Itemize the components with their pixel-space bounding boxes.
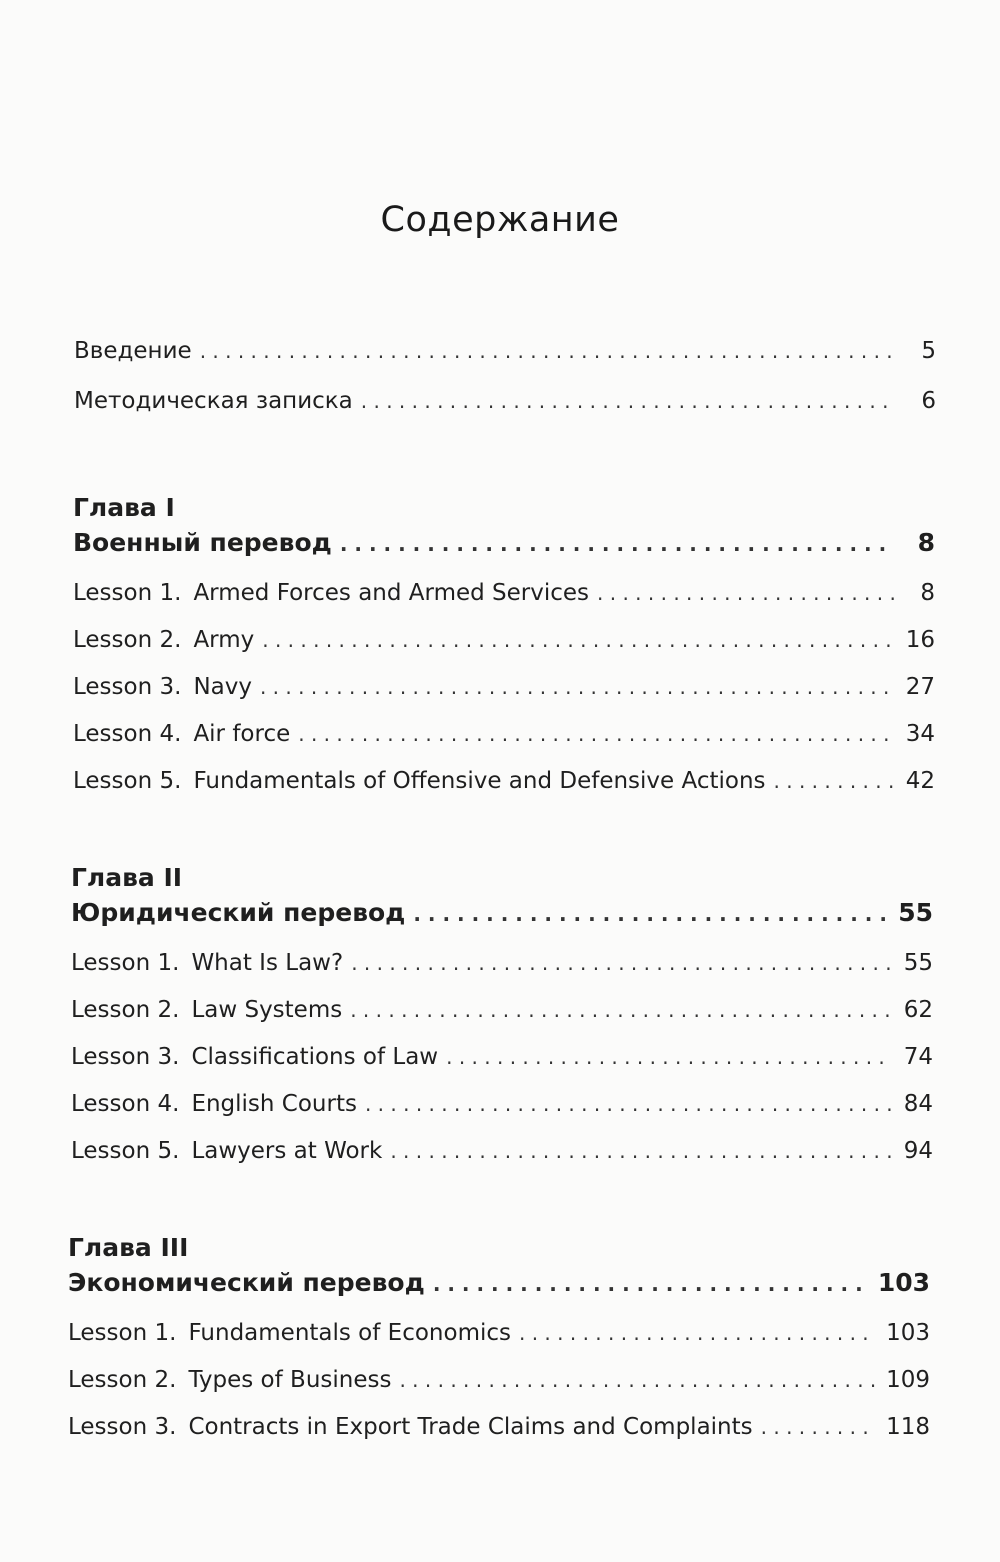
- dot-leader: [399, 1368, 876, 1392]
- lesson-entry[interactable]: [71, 1044, 933, 1091]
- lesson-number: Lesson 3.: [73, 674, 182, 700]
- chapter-label: Глава III: [68, 1233, 189, 1262]
- toc-page-number: 109: [886, 1367, 930, 1393]
- lesson-number: Lesson 3.: [71, 1044, 180, 1070]
- chapter-label: Глава II: [71, 863, 183, 892]
- lesson-title: Fundamentals of Offensive and Defensive Actions: [193, 768, 766, 794]
- dot-leader: [446, 1045, 893, 1069]
- toc-page-number: 55: [903, 950, 933, 976]
- dot-leader: [351, 951, 893, 975]
- dot-leader: [298, 722, 895, 746]
- lesson-number: Lesson 5.: [73, 768, 182, 794]
- lesson-entry[interactable]: [71, 997, 933, 1044]
- toc-page-number: 103: [877, 1268, 930, 1297]
- lesson-title: English Courts: [191, 1091, 357, 1117]
- chapter-title: Военный перевод: [73, 528, 332, 557]
- toc-page-number: 74: [903, 1044, 933, 1070]
- chapter-title-entry[interactable]: [71, 898, 933, 950]
- toc-page-number: 42: [905, 768, 935, 794]
- dot-leader: [433, 1272, 868, 1296]
- toc-entry-title: Введение: [74, 338, 192, 364]
- dot-leader: [361, 389, 896, 413]
- intro-section: [74, 338, 936, 438]
- chapter-title: Экономический перевод: [68, 1268, 425, 1297]
- lesson-title: Contracts in Export Trade Claims and Complaints: [188, 1414, 753, 1440]
- dot-leader: [262, 628, 895, 652]
- lesson-number: Lesson 3.: [68, 1414, 177, 1440]
- toc-page-number: 8: [917, 528, 935, 557]
- dot-leader: [350, 998, 893, 1022]
- dot-leader: [390, 1139, 893, 1163]
- toc-page-number: 94: [903, 1138, 933, 1164]
- lesson-title: Armed Forces and Armed Services: [193, 580, 590, 606]
- lesson-number: Lesson 2.: [73, 627, 182, 653]
- dot-leader: [774, 769, 895, 793]
- lesson-title: Types of Business: [188, 1367, 392, 1393]
- lesson-entry[interactable]: [73, 721, 935, 768]
- lesson-number: Lesson 4.: [71, 1091, 180, 1117]
- dot-leader: [413, 902, 888, 926]
- lesson-title: Air force: [193, 721, 291, 747]
- chapter-label: Глава I: [73, 493, 175, 522]
- lesson-entry[interactable]: [68, 1414, 930, 1461]
- toc-entry-title: Методическая записка: [74, 388, 353, 414]
- lesson-title: Law Systems: [191, 997, 343, 1023]
- lesson-number: Lesson 1.: [73, 580, 182, 606]
- dot-leader: [340, 532, 895, 556]
- toc-page-number: 5: [921, 338, 936, 364]
- lesson-entry[interactable]: [71, 1091, 933, 1138]
- lesson-entry[interactable]: [73, 674, 935, 721]
- lesson-entry[interactable]: [71, 1138, 933, 1185]
- dot-leader: [200, 339, 896, 363]
- dot-leader: [260, 675, 895, 699]
- toc-page-number: 84: [903, 1091, 933, 1117]
- lesson-title: Navy: [193, 674, 252, 700]
- toc-page-number: 34: [905, 721, 935, 747]
- toc-page-number: 6: [921, 388, 936, 414]
- lesson-title: Army: [193, 627, 255, 653]
- lesson-title: Classifications of Law: [191, 1044, 439, 1070]
- lesson-entry[interactable]: [73, 768, 935, 815]
- toc-entry-methodical-note[interactable]: [74, 388, 936, 438]
- toc-entry-introduction[interactable]: [74, 338, 936, 388]
- lesson-entry[interactable]: [68, 1320, 930, 1367]
- page-title: Содержание: [380, 200, 620, 240]
- lesson-title: What Is Law?: [191, 950, 344, 976]
- toc-page-number: 118: [886, 1414, 930, 1440]
- dot-leader: [365, 1092, 893, 1116]
- lesson-number: Lesson 4.: [73, 721, 182, 747]
- toc-page-number: 55: [898, 898, 933, 927]
- lesson-entry[interactable]: [73, 580, 935, 627]
- toc-page-number: 103: [886, 1320, 930, 1346]
- dot-leader: [761, 1415, 876, 1439]
- dot-leader: [597, 581, 895, 605]
- lesson-number: Lesson 1.: [71, 950, 180, 976]
- lesson-entry[interactable]: [71, 950, 933, 997]
- toc-page-number: 8: [920, 580, 935, 606]
- toc-page-number: 27: [905, 674, 935, 700]
- lesson-number: Lesson 2.: [68, 1367, 177, 1393]
- chapter-title-entry[interactable]: [68, 1268, 930, 1320]
- chapter-section-3: [68, 1228, 930, 1461]
- chapter-section-1: [73, 488, 935, 815]
- lesson-title: Fundamentals of Economics: [188, 1320, 511, 1346]
- chapter-title: Юридический перевод: [71, 898, 406, 927]
- toc-page-number: 16: [905, 627, 935, 653]
- lesson-entry[interactable]: [73, 627, 935, 674]
- lesson-title: Lawyers at Work: [191, 1138, 383, 1164]
- chapter-title-entry[interactable]: [73, 528, 935, 580]
- lesson-number: Lesson 5.: [71, 1138, 180, 1164]
- toc-page-number: 62: [903, 997, 933, 1023]
- dot-leader: [519, 1321, 876, 1345]
- lesson-number: Lesson 2.: [71, 997, 180, 1023]
- lesson-number: Lesson 1.: [68, 1320, 177, 1346]
- chapter-section-2: [71, 858, 933, 1185]
- lesson-entry[interactable]: [68, 1367, 930, 1414]
